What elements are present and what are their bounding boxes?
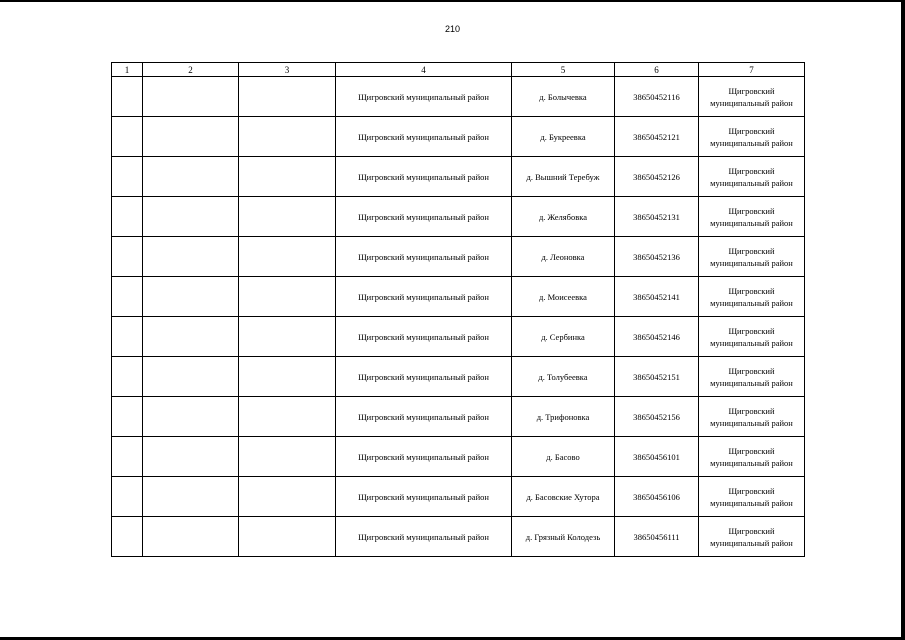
cell-municipality: Щигровский муниципальный район	[699, 397, 805, 437]
table-row	[112, 357, 805, 397]
table-row	[112, 277, 805, 317]
cell-settlement: д. Болычевка	[512, 77, 615, 117]
cell-oktmo-code: 38650452146	[615, 317, 699, 357]
cell-district: Щигровский муниципальный район	[336, 157, 512, 197]
cell-col3	[239, 77, 336, 117]
cell-col2	[143, 197, 239, 237]
cell-col1	[112, 277, 143, 317]
table-row	[112, 197, 805, 237]
cell-col1	[112, 357, 143, 397]
cell-col1	[112, 477, 143, 517]
cell-col1	[112, 317, 143, 357]
cell-oktmo-code: 38650452131	[615, 197, 699, 237]
cell-col3	[239, 357, 336, 397]
column-header: 6	[615, 63, 699, 77]
table-row	[112, 517, 805, 557]
column-header: 7	[699, 63, 805, 77]
cell-oktmo-code: 38650456101	[615, 437, 699, 477]
cell-settlement: д. Толубеевка	[512, 357, 615, 397]
cell-settlement: д. Трифоновка	[512, 397, 615, 437]
table-row	[112, 157, 805, 197]
cell-col3	[239, 397, 336, 437]
cell-col3	[239, 477, 336, 517]
table-row	[112, 237, 805, 277]
cell-col3	[239, 157, 336, 197]
cell-col1	[112, 437, 143, 477]
cell-col2	[143, 117, 239, 157]
column-header: 1	[112, 63, 143, 77]
cell-col2	[143, 437, 239, 477]
cell-settlement: д. Моисеевка	[512, 277, 615, 317]
cell-col1	[112, 117, 143, 157]
table-row	[112, 77, 805, 117]
municipal-register-table	[111, 62, 805, 557]
cell-municipality: Щигровский муниципальный район	[699, 357, 805, 397]
column-header: 4	[336, 63, 512, 77]
cell-municipality: Щигровский муниципальный район	[699, 117, 805, 157]
cell-municipality: Щигровский муниципальный район	[699, 477, 805, 517]
cell-col3	[239, 237, 336, 277]
cell-col2	[143, 357, 239, 397]
cell-col2	[143, 477, 239, 517]
cell-municipality: Щигровский муниципальный район	[699, 317, 805, 357]
cell-municipality: Щигровский муниципальный район	[699, 517, 805, 557]
cell-col1	[112, 197, 143, 237]
cell-municipality: Щигровский муниципальный район	[699, 77, 805, 117]
cell-col1	[112, 77, 143, 117]
table-row	[112, 117, 805, 157]
cell-col2	[143, 157, 239, 197]
cell-municipality: Щигровский муниципальный район	[699, 157, 805, 197]
cell-oktmo-code: 38650452151	[615, 357, 699, 397]
cell-col3	[239, 117, 336, 157]
cell-settlement: д. Желябовка	[512, 197, 615, 237]
cell-district: Щигровский муниципальный район	[336, 317, 512, 357]
table-header-row	[112, 63, 805, 77]
cell-district: Щигровский муниципальный район	[336, 277, 512, 317]
cell-settlement: д. Букреевка	[512, 117, 615, 157]
cell-oktmo-code: 38650452136	[615, 237, 699, 277]
cell-municipality: Щигровский муниципальный район	[699, 197, 805, 237]
cell-col2	[143, 517, 239, 557]
table-row	[112, 317, 805, 357]
cell-oktmo-code: 38650452126	[615, 157, 699, 197]
cell-oktmo-code: 38650452121	[615, 117, 699, 157]
cell-col2	[143, 397, 239, 437]
cell-municipality: Щигровский муниципальный район	[699, 437, 805, 477]
cell-col1	[112, 157, 143, 197]
table-row	[112, 437, 805, 477]
cell-settlement: д. Леоновка	[512, 237, 615, 277]
cell-district: Щигровский муниципальный район	[336, 437, 512, 477]
cell-col1	[112, 237, 143, 277]
cell-settlement: д. Грязный Колодезь	[512, 517, 615, 557]
cell-oktmo-code: 38650456106	[615, 477, 699, 517]
cell-oktmo-code: 38650452141	[615, 277, 699, 317]
cell-district: Щигровский муниципальный район	[336, 517, 512, 557]
cell-col3	[239, 317, 336, 357]
cell-settlement: д. Вышний Теребуж	[512, 157, 615, 197]
cell-col2	[143, 277, 239, 317]
cell-col3	[239, 437, 336, 477]
page-number: 210	[444, 24, 461, 34]
column-header: 3	[239, 63, 336, 77]
cell-municipality: Щигровский муниципальный район	[699, 237, 805, 277]
cell-col2	[143, 237, 239, 277]
table-row	[112, 397, 805, 437]
cell-district: Щигровский муниципальный район	[336, 237, 512, 277]
cell-settlement: д. Сербинка	[512, 317, 615, 357]
cell-col3	[239, 277, 336, 317]
cell-settlement: д. Басово	[512, 437, 615, 477]
cell-municipality: Щигровский муниципальный район	[699, 277, 805, 317]
cell-oktmo-code: 38650452156	[615, 397, 699, 437]
page-border-top	[0, 0, 905, 2]
cell-col1	[112, 397, 143, 437]
cell-col2	[143, 77, 239, 117]
cell-col3	[239, 517, 336, 557]
cell-district: Щигровский муниципальный район	[336, 77, 512, 117]
cell-settlement: д. Басовские Хутора	[512, 477, 615, 517]
cell-district: Щигровский муниципальный район	[336, 197, 512, 237]
column-header: 5	[512, 63, 615, 77]
page-border-right	[901, 0, 905, 640]
cell-col2	[143, 317, 239, 357]
cell-district: Щигровский муниципальный район	[336, 477, 512, 517]
cell-oktmo-code: 38650456111	[615, 517, 699, 557]
cell-oktmo-code: 38650452116	[615, 77, 699, 117]
cell-district: Щигровский муниципальный район	[336, 117, 512, 157]
column-header: 2	[143, 63, 239, 77]
table-row	[112, 477, 805, 517]
cell-col3	[239, 197, 336, 237]
cell-col1	[112, 517, 143, 557]
cell-district: Щигровский муниципальный район	[336, 397, 512, 437]
cell-district: Щигровский муниципальный район	[336, 357, 512, 397]
